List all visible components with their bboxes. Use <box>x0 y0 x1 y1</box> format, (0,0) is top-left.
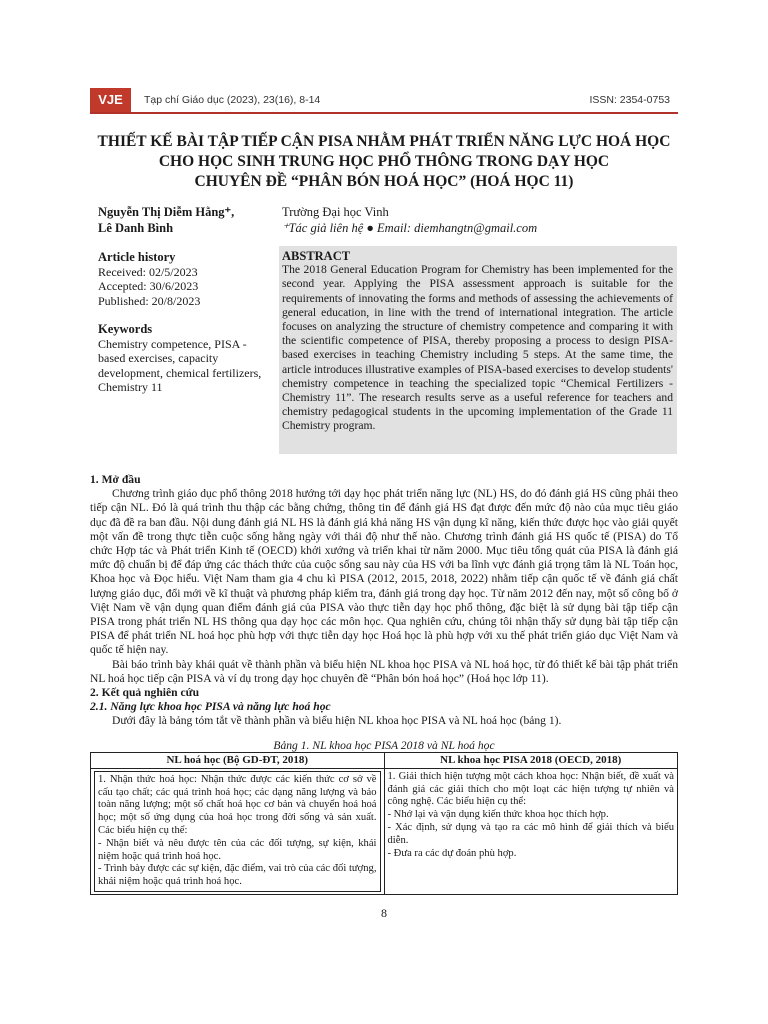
cell-text: - Đưa ra các dự đoán phù hợp. <box>387 847 517 859</box>
cell-content <box>94 771 381 892</box>
article-history <box>98 250 268 308</box>
keywords-heading: Keywords <box>98 322 153 336</box>
institution: Trường Đại học Vinh <box>282 205 389 219</box>
page-number: 8 <box>381 906 387 920</box>
section-heading: 2. Kết quả nghiên cứu <box>90 686 200 700</box>
subsection-heading: 2.1. Năng lực khoa học PISA và năng lực hoá học <box>90 700 331 714</box>
cell-text: 1. Nhận thức hoá học: Nhận thức được các kiến thức cơ sở về cấu tạo chất; các quá trình hoá học; các dạng năng lượng và bảo toàn năng lượng; một số chất hoá học cơ bản và chuyển hoá hoá học; một số ứng dụng của hoá học trong đời sống và sản xuất. Các biểu hiện cụ thể: <box>98 773 377 836</box>
keywords <box>98 322 268 395</box>
table-caption: Bảng 1. NL khoa học PISA 2018 và NL hoá học <box>273 739 495 752</box>
title-line: THIẾT KẾ BÀI TẬP TIẾP CẬN PISA NHẰM PHÁT TRIỂN NĂNG LỰC HOÁ HỌC <box>97 133 671 150</box>
published-date: Published: 20/8/2023 <box>98 293 201 308</box>
journal-citation: Tạp chí Giáo dục (2023), 23(16), 8-14 <box>144 94 321 106</box>
table-cell <box>384 768 678 894</box>
title-line: CHUYÊN ĐỀ “PHÂN BÓN HOÁ HỌC” (HOÁ HỌC 11) <box>194 173 574 190</box>
abstract-heading: ABSTRACT <box>282 249 351 263</box>
body-section <box>90 473 678 729</box>
paragraph: Dưới đây là bảng tóm tắt về thành phần và biểu hiện NL khoa học PISA và NL hoá học (bảng 1). <box>112 714 562 728</box>
section-heading: 1. Mở đầu <box>90 473 141 486</box>
author-name: Lê Danh Bình <box>98 221 174 235</box>
cell-text: 1. Giải thích hiện tượng một cách khoa học: Nhận biết, đề xuất và đánh giá các giải thích cho một loạt các hiện tượng tự nhiên và công nghệ. Các biểu hiện cụ thể: <box>387 770 674 808</box>
table-cell <box>91 768 385 894</box>
table-header-row <box>91 753 678 769</box>
keywords-text: Chemistry competence, PISA - based exercises, capacity development, chemical fertilizers, Chemistry 11 <box>98 336 262 394</box>
paragraph: Chương trình giáo dục phổ thông 2018 hướng tới dạy học phát triển năng lực (NL) HS, do đó đánh giá HS cũng phải theo tiếp cận NL. Đó là quá trình thu thập các bằng chứng, thông tin để đánh giá HS đạt được đến mức độ nào của mục tiêu giáo dục đã đề ra ban đầu. Nội dung đánh giá NL HS là đánh giá khả năng HS vận dụng kĩ năng, kiến thức được học vào giải quyết một vấn đề trong thực tiễn cuộc sống hằng ngày với thái độ như thế nào. Chương trình đánh giá HS quốc tế (PISA) do Tổ chức Hợp tác và Phát triển Kinh tế (OECD) khởi xướng và triển khai từ năm 2000. Mục tiêu tổng quát của PISA là đánh giá mức độ chuẩn bị để đáp ứng các thách thức của cuộc sống sau này của HS với ba lĩnh vực đánh giá trọng tâm là NL Toán học, Khoa học và Đọc hiểu. Việt Nam tham gia 4 chu kì PISA (2012, 2015, 2018, 2022) nhằm tiếp cận quốc tế về đánh giá chất lượng giáo dục, đổi mới về kĩ thuật và phương pháp kiểm tra, đánh giá trong dạy học. Từ năm 2012 đến nay, một số công bố ở Việt Nam về vận dụng quan điểm đánh giá của PISA vào thực tiễn dạy học phổ thông, đặc biệt là sử dụng bài tập tiếp cận PISA trong phát triển NL HS thông qua dạy học các môn học. Qua nghiên cứu, chúng tôi nhận thấy sử dụng bài tập tiếp cận PISA để phát triển NL hoá học phù hợp với thực tiễn dạy học Hoá học là phù hợp với xu thế phát triển giáo dục Việt Nam và quốc tế hiện nay. <box>90 487 678 657</box>
abstract-text: The 2018 General Education Program for Chemistry has been implemented for the second year. Applying the PISA assessment approach is suitable for the requirements of innovating the forms and methods of assessing the achievements of general education, in line with the trend of international integration. The article focuses on analyzing the structure of chemistry competence and comparing it with the scientific competence of PISA, thereby proposing a process to design PISA-based exercises in teaching Chemistry including 5 steps. At the same time, the article introduces illustrative examples of PISA-based exercises to develop students' chemistry competence in teaching the specialized topic “Chemical Fertilizers - Chemistry 11”. The research results serve as a useful reference for teachers and chemistry pedagogical students in the upcoming implementation of the Grade 11 Chemistry program. <box>282 263 673 433</box>
table-row <box>91 768 678 894</box>
cell-text: - Xác định, sử dụng và tạo ra các mô hình để giải thích và biểu diễn. <box>387 821 674 846</box>
paper-title <box>80 132 688 192</box>
paragraph: Bài báo trình bày khái quát về thành phần và biểu hiện NL khoa học PISA và NL hoá học, từ đó thiết kế bài tập phát triển NL hoá học tiếp cận PISA và ví dụ trong dạy học chuyên đề “Phân bón hoá học” (Hoá học lớp 11). <box>90 657 678 685</box>
cell-text: - Nhớ lại và vận dụng kiến thức khoa học thích hợp. <box>387 809 609 821</box>
abstract-box <box>279 246 677 454</box>
article-history-heading: Article history <box>98 250 176 264</box>
journal-header <box>90 88 678 114</box>
column-header: NL khoa học PISA 2018 (OECD, 2018) <box>384 753 678 769</box>
issn: ISSN: 2354-0753 <box>589 94 670 106</box>
cell-text: - Trình bày được các sự kiện, đặc điểm, vai trò của các đối tượng, khái niệm hoặc quá trình hoá học. <box>98 863 377 888</box>
comparison-table <box>90 752 678 895</box>
title-line: CHO HỌC SINH TRUNG HỌC PHỔ THÔNG TRONG DẠY HỌC <box>158 153 610 170</box>
journal-logo: VJE <box>90 88 131 112</box>
accepted-date: Accepted: 30/6/2023 <box>98 279 199 293</box>
column-header: NL hoá học (Bộ GD-ĐT, 2018) <box>91 753 385 769</box>
cell-text: - Nhận biết và nêu được tên của các đối tượng, sự kiện, khái niệm hoặc quá trình hoá học. <box>98 837 377 862</box>
author-list <box>98 204 234 236</box>
received-date: Received: 02/5/2023 <box>98 264 198 279</box>
affiliation <box>282 204 537 236</box>
corresponding-contact: ⁺Tác giả liên hệ ● Email: diemhangtn@gmail.com <box>282 221 538 235</box>
author-name: Nguyễn Thị Diễm Hằng⁺, <box>98 205 235 219</box>
